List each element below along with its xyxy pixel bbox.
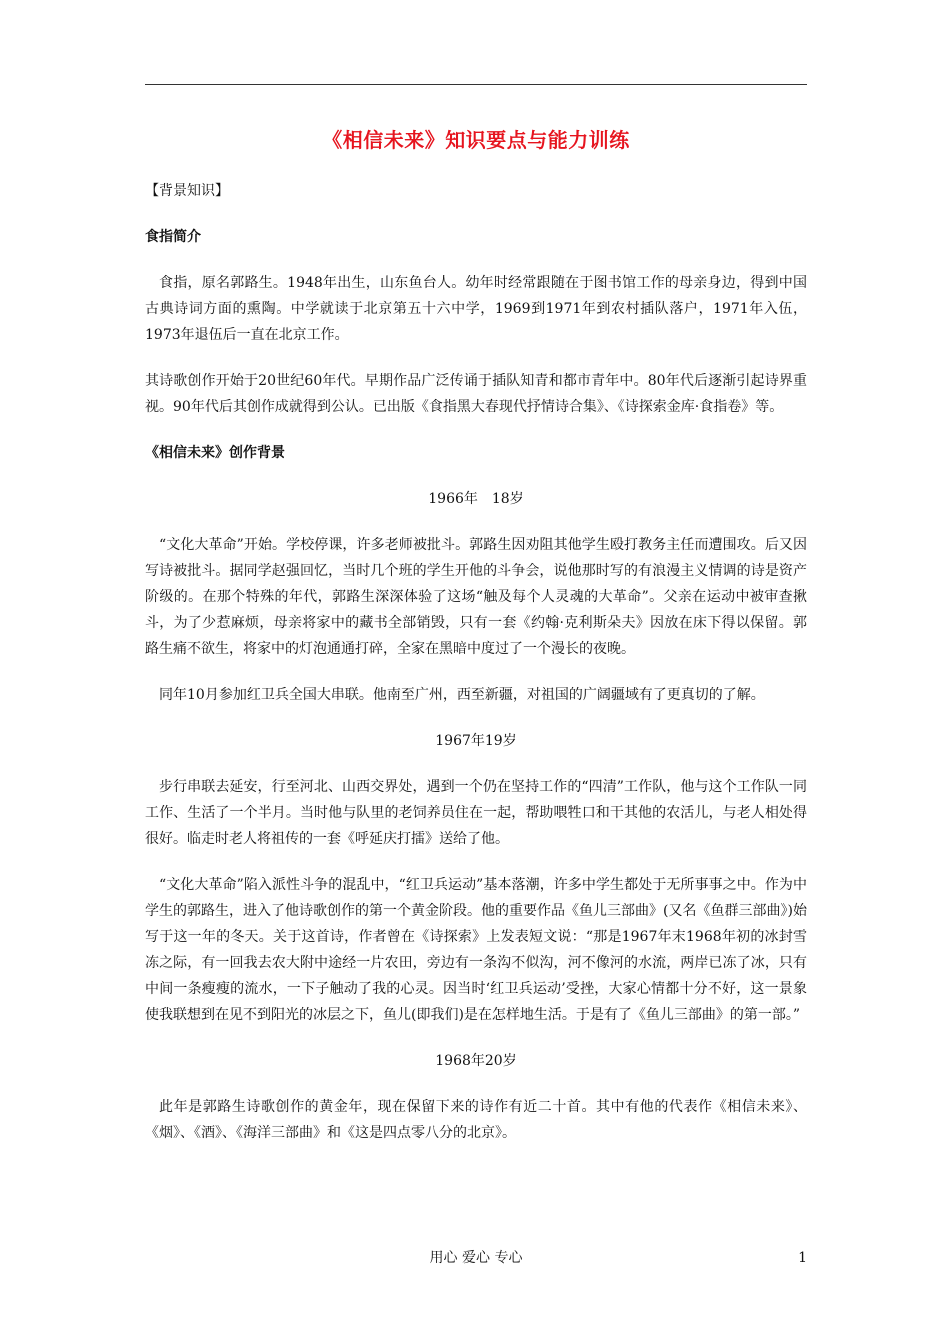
paragraph-1968: 此年是郭路生诗歌创作的黄金年，现在保留下来的诗作有近二十首。其中有他的代表作《相信未来》、《烟》、《酒》、《海洋三部曲》和《这是四点零八分的北京》。 <box>145 1099 807 1141</box>
paragraph-1967-b: “文化大革命”陷入派性斗争的混乱中，“红卫兵运动”基本落潮，许多中学生都处于无所事事之中。作为中学生的郭路生，进入了他诗歌创作的第一个黄金阶段。他的重要作品《鱼儿三部曲》(又名《鱼群三部曲》)始写于这一年的冬天。关于这首诗，作者曾在《诗探索》上发表短文说：“那是1967年末1968年初的冰封雪冻之际，有一回我去农大附中途经一片农田，旁边有一条沟不似沟，河不像河的水流，两岸已冻了冰，只有中间一条瘦瘦的流水，一下子触动了我的心灵。因当时‘红卫兵运动’受挫，大家心情都十分不好，这一景象使我联想到在见不到阳光的冰层之下，鱼儿(即我们)是在怎样地生活。于是有了《鱼儿三部曲》的第一部。” <box>145 877 807 1023</box>
author-paragraph-2: 其诗歌创作开始于20世纪60年代。早期作品广泛传诵于插队知青和都市青年中。80年代后逐渐引起诗界重视。90年代后其创作成就得到公认。已出版《食指黑大春现代抒情诗合集》、《诗探索金库·食指卷》等。 <box>145 373 807 415</box>
heading-author-intro: 食指简介 <box>145 229 201 245</box>
footer-motto: 用心 爱心 专心 <box>429 1250 523 1266</box>
paragraph-1967-a: 步行串联去延安，行至河北、山西交界处，遇到一个仍在坚持工作的“四清”工作队，他与这个工作队一同工作、生活了一个半月。当时他与队里的老饲养员住在一起，帮助喂牲口和干其他的农活儿，与老人相处得很好。临走时老人将祖传的一套《呼延庆打擂》送给了他。 <box>145 779 807 847</box>
paragraph-1966-a: “文化大革命”开始。学校停课，许多老师被批斗。郭路生因劝阻其他学生殴打教务主任而遭围攻。后又因写诗被批斗。据同学赵强回忆，当时几个班的学生开他的斗争会，说他那时写的有浪漫主义情调的诗是资产阶级的。在那个特殊的年代，郭路生深深体验了这场“触及每个人灵魂的大革命”。父亲在运动中被审查揪斗，为了少惹麻烦，母亲将家中的藏书全部销毁，只有一套《约翰·克利斯朵夫》因放在床下得以保留。郭路生痛不欲生，将家中的灯泡通通打碎，全家在黑暗中度过了一个漫长的夜晚。 <box>145 537 807 657</box>
header-rule <box>145 84 807 85</box>
page-number: 1 <box>798 1250 807 1266</box>
author-paragraph-1: 食指，原名郭路生。1948年出生，山东鱼台人。幼年时经常跟随在于图书馆工作的母亲身边，得到中国古典诗词方面的熏陶。中学就读于北京第五十六中学，1969到1971年到农村插队落户，1971年入伍，1973年退伍后一直在北京工作。 <box>145 275 807 343</box>
year-heading-1967: 1967年19岁 <box>435 733 517 749</box>
paragraph-1966-b: 同年10月参加红卫兵全国大串联。他南至广州，西至新疆，对祖国的广阔疆域有了更真切的了解。 <box>159 687 765 703</box>
year-heading-1966: 1966年 18岁 <box>428 491 524 507</box>
document-title: 《相信未来》知识要点与能力训练 <box>322 128 630 152</box>
document-content <box>145 178 807 1166</box>
section-label: 【背景知识】 <box>145 183 229 199</box>
page-body <box>145 0 807 1344</box>
heading-creation-background: 《相信未来》创作背景 <box>145 445 285 461</box>
year-heading-1968: 1968年20岁 <box>435 1053 517 1069</box>
